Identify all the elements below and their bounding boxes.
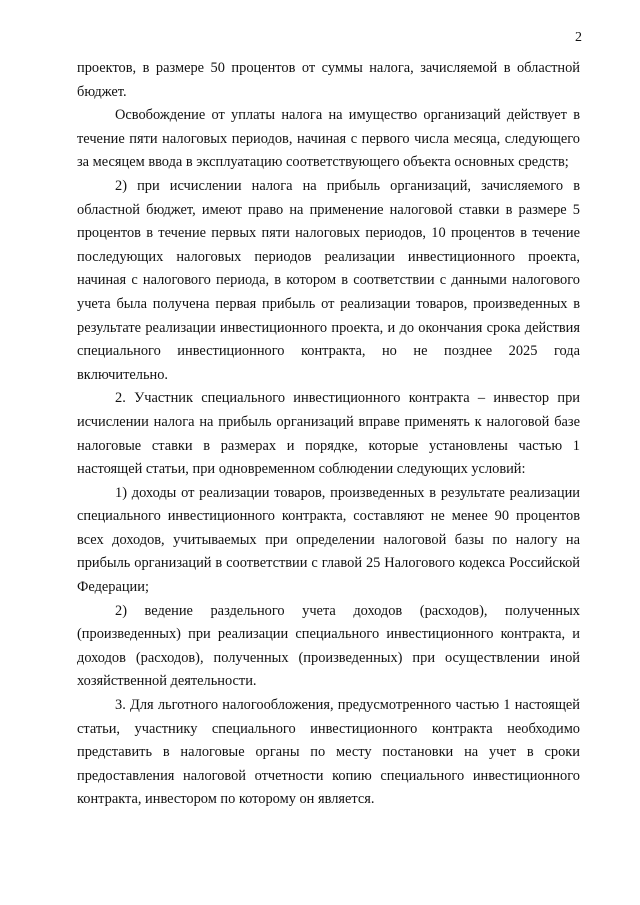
paragraph-continuation: проектов, в размере 50 процентов от суммы налога, зачисляемой в областной бюджет. — [77, 60, 580, 100]
paragraph-condition-2: 2) ведение раздельного учета доходов (расходов), полученных (произведенных) при реализации специального инвестиционного контракта, и доходов (расходов), полученных (произведенных) при осуществлении иной хозяйственной деятельности. — [77, 602, 580, 690]
paragraph-section-2: 2. Участник специального инвестиционного контракта – инвестор при исчислении налога на прибыль организаций вправе применять к налоговой базе налоговые ставки в размерах и порядке, которые установлены частью 1 настоящей статьи, при одновременном соблюдении следующих условий: — [77, 390, 580, 478]
paragraph-profit-tax-rate: 2) при исчислении налога на прибыль организаций, зачисляемого в областной бюджет, имеют право на применение налоговой ставки в размере 5 процентов в течение первых пяти налоговых периодов, 10 процентов в течение последующих налоговых периодов реализации инвестиционного проекта, начиная с налогового периода, в котором в соответствии с данными налогового учета была получена первая прибыль от реализации товаров, произведенных в результате реализации инвестиционного проекта, и до окончания срока действия специального инвестиционного контракта, но не позднее 2025 года включительно. — [77, 177, 580, 383]
page-number: 2 — [575, 30, 582, 45]
paragraph-property-tax-exemption: Освобождение от уплаты налога на имущество организаций действует в течение пяти налоговых периодов, начиная с первого числа месяца, следующего за месяцем ввода в эксплуатацию соответствующего объекта основных средств; — [77, 107, 580, 171]
paragraph-section-3: 3. Для льготного налогообложения, предусмотренного частью 1 настоящей статьи, участнику специального инвестиционного контракта необходимо представить в налоговые органы по месту постановки на учет в сроки предоставления налоговой отчетности копию специального инвестиционного контракта, инвестором по которому он является. — [77, 697, 580, 808]
document-body — [77, 57, 580, 812]
paragraph-condition-1: 1) доходы от реализации товаров, произведенных в результате реализации специального инвестиционного контракта, составляют не менее 90 процентов всех доходов, учитываемых при определении налоговой базы по налогу на прибыль организаций в соответствии с главой 25 Налогового кодекса Российской Федерации; — [77, 484, 580, 596]
